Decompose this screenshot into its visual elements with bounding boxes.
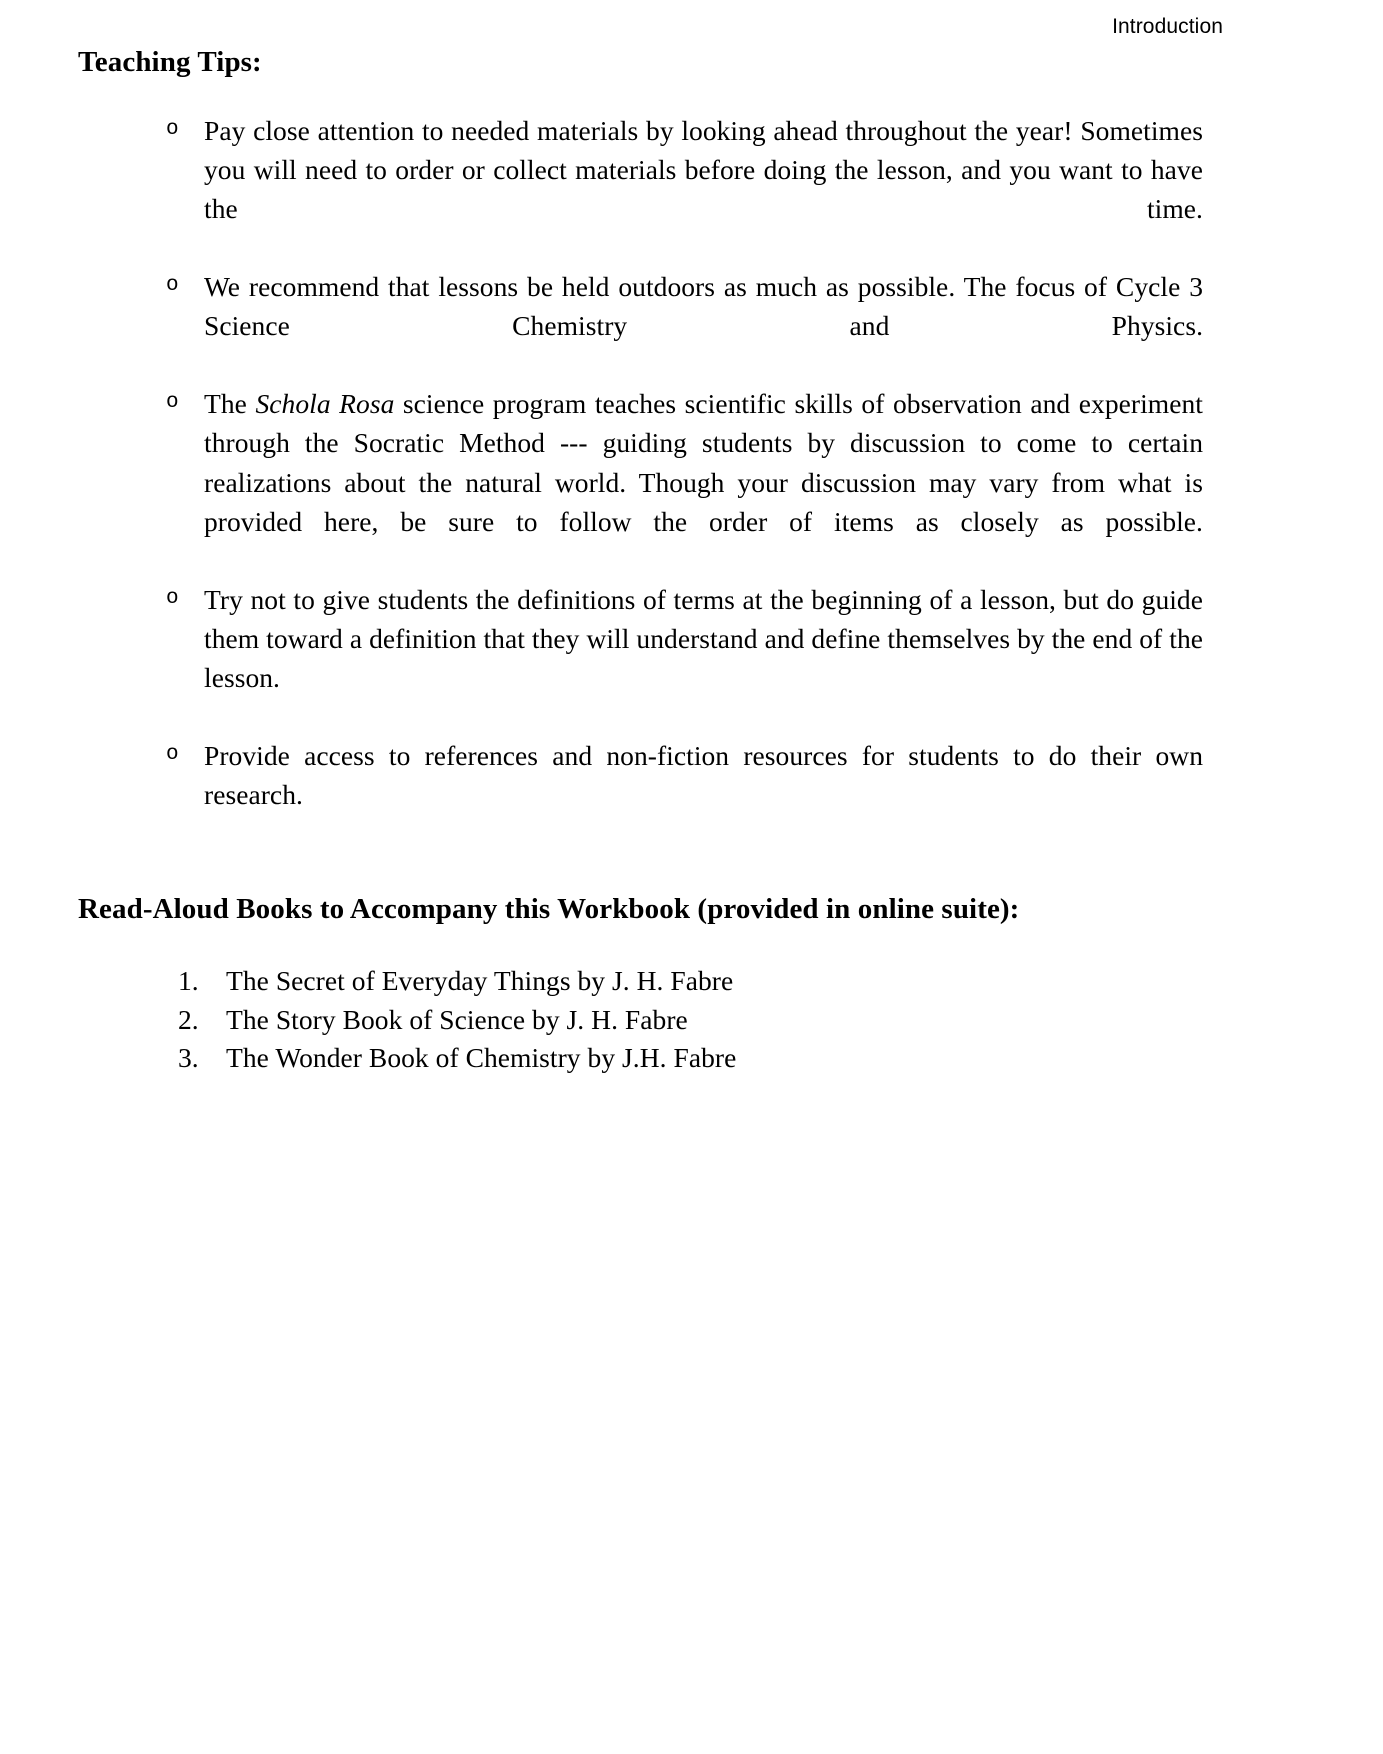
teaching-tip-text: We recommend that lessons be held outdoors as much as possible. The focus of Cycle 3 Science Chemistry and Physics. [204, 271, 1203, 342]
list-number-marker: 3. [178, 1042, 199, 1074]
circle-bullet-icon: o [166, 742, 179, 766]
book-title: The Story Book of Science by J. H. Fabre [226, 1003, 688, 1035]
teaching-tips-heading: Teaching Tips: [78, 46, 262, 78]
list-item [78, 736, 1203, 853]
program-name-italic: Schola Rosa [255, 388, 395, 420]
read-aloud-book-list [78, 962, 1203, 1078]
teaching-tip-text: Provide access to references and non-fiction resources for students to do their own research. [204, 739, 1203, 810]
teaching-tip-text: Try not to give students the definitions of terms at the beginning of a lesson, but do guide them toward a definition that they will understand and define themselves by the end of the lesson. [204, 583, 1203, 693]
circle-bullet-icon: o [166, 274, 179, 298]
list-item [78, 962, 1203, 1001]
tip-text-lead: The [204, 388, 256, 420]
section-spacer [78, 853, 1203, 891]
list-item [78, 580, 1203, 736]
list-item [78, 1001, 1203, 1040]
circle-bullet-icon: o [166, 118, 179, 142]
list-item [78, 111, 1203, 267]
list-item [78, 384, 1203, 579]
circle-bullet-icon: o [166, 586, 179, 610]
list-number-marker: 1. [178, 965, 199, 997]
book-title: The Wonder Book of Chemistry by J.H. Fabre [226, 1042, 737, 1074]
list-item [78, 1039, 1203, 1078]
page-content [78, 44, 1203, 1078]
list-number-marker: 2. [178, 1003, 199, 1035]
tip-text-rest: science program teaches scientific skills of observation and experiment through the Socratic Method --- guiding students by discussion to come to certain realizations about the natural world. Though your discussion may vary from what is provided here, be sure to follow the order of items as closely as possible. [204, 388, 1203, 537]
teaching-tips-list [78, 111, 1203, 853]
list-item [78, 267, 1203, 384]
teaching-tip-text: Pay close attention to needed materials by looking ahead throughout the year! Sometimes you will need to order or collect materials before doing the lesson, and you want to have the time. [204, 115, 1203, 225]
teaching-tip-text [204, 384, 1203, 579]
book-title: The Secret of Everyday Things by J. H. Fabre [226, 965, 734, 997]
circle-bullet-icon: o [166, 391, 179, 415]
read-aloud-heading: Read-Aloud Books to Accompany this Workbook (provided in online suite): [78, 893, 1020, 925]
running-header-title: Introduction [1112, 15, 1223, 38]
